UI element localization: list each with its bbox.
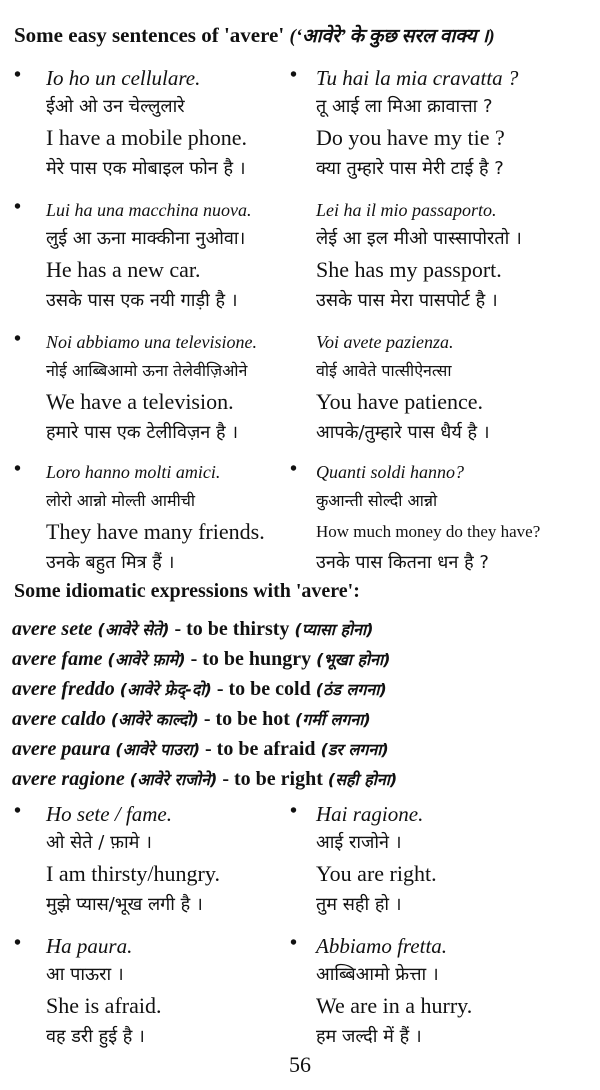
- idiom-hindi-pronunciation: (आवेरे राजोने): [129, 770, 218, 789]
- english-translation: Do you have my tie ?: [316, 125, 505, 150]
- sentence-right: [290, 64, 595, 184]
- idiom-hindi-pronunciation: (आवेरे काल्दो): [110, 710, 199, 729]
- italian-sentence: Hai ragione.: [316, 802, 424, 826]
- hindi-pronunciation: आब्बिआमो फ्रेत्ता ।: [316, 964, 439, 985]
- idiom-hindi-meaning: (ठंड लगना): [315, 680, 387, 699]
- idiom-meaning: - to be hot: [203, 708, 290, 730]
- hindi-pronunciation: लोरो आन्नो मोल्ती आमीची: [46, 491, 196, 510]
- italian-sentence: Loro hanno molti amici.: [46, 462, 221, 482]
- sentence-left: [14, 800, 289, 920]
- idiom-item: [12, 614, 397, 644]
- idiom-item: [12, 644, 397, 674]
- sentence-right: [290, 932, 595, 1052]
- italian-sentence: Lui ha una macchina nuova.: [46, 200, 252, 220]
- idiom-italian: avere ragione: [12, 768, 125, 790]
- english-translation: We are in a hurry.: [316, 993, 473, 1018]
- hindi-translation: उसके पास एक नयी गाड़ी है ।: [46, 290, 238, 311]
- italian-sentence: Lei ha il mio passaporto.: [316, 200, 497, 220]
- heading-english: Some easy sentences of 'avere': [14, 23, 285, 47]
- hindi-translation: उनके बहुत मित्र हैं ।: [46, 552, 175, 573]
- bullet-icon: •: [14, 196, 22, 218]
- idiom-hindi-pronunciation: (आवेरे फ्रेद्-दो): [119, 680, 212, 699]
- idiom-item: [12, 704, 397, 734]
- sentence-left: [14, 64, 289, 184]
- idiom-hindi-meaning: (भूखा होना): [316, 650, 391, 669]
- hindi-translation: तुम सही हो ।: [316, 894, 402, 915]
- hindi-translation: मेरे पास एक मोबाइल फोन है ।: [46, 158, 246, 179]
- idiom-italian: avere freddo: [12, 678, 115, 700]
- idiom-meaning: - to be hungry: [190, 648, 312, 670]
- heading-hindi: (‘आवेरे’ के कुछ सरल वाक्य ।): [289, 26, 495, 47]
- idiom-hindi-meaning: (गर्मी लगना): [294, 710, 371, 729]
- hindi-pronunciation: तू आई ला मिआ क्रावात्ता ?: [316, 96, 493, 117]
- idiom-italian: avere fame: [12, 648, 103, 670]
- sentence-right: [290, 800, 595, 920]
- sentence-right: [290, 196, 595, 316]
- page-number: 56: [289, 1052, 311, 1077]
- idiom-meaning: - to be afraid: [205, 738, 316, 760]
- english-translation: She has my passport.: [316, 257, 502, 282]
- hindi-translation: मुझे प्यास/भूख लगी है ।: [46, 894, 203, 915]
- hindi-translation: आपके/तुम्हारे पास धैर्य है ।: [316, 422, 490, 443]
- section-heading-idioms: Some idiomatic expressions with 'avere':: [14, 580, 360, 602]
- sentence-left: [14, 196, 289, 316]
- idiom-italian: avere sete: [12, 618, 93, 640]
- hindi-pronunciation: नोई आब्बिआमो ऊना तेलेवीज़िओने: [46, 361, 248, 380]
- bullet-icon: •: [290, 458, 298, 480]
- idiom-list: [12, 614, 397, 794]
- italian-sentence: Voi avete pazienza.: [316, 332, 454, 352]
- hindi-translation: उनके पास कितना धन है ?: [316, 552, 489, 573]
- bullet-icon: •: [290, 800, 298, 822]
- italian-sentence: Ho sete / fame.: [46, 802, 172, 826]
- hindi-pronunciation: आई राजोने ।: [316, 832, 402, 853]
- sentence-right: [290, 458, 595, 578]
- italian-sentence: Tu hai la mia cravatta ?: [316, 66, 519, 90]
- idiom-hindi-meaning: (सही होना): [327, 770, 398, 789]
- hindi-pronunciation: वोई आवेते पात्सीऐनत्सा: [316, 361, 452, 380]
- italian-sentence: Io ho un cellulare.: [46, 66, 201, 90]
- hindi-pronunciation: लुई आ ऊना माक्कीना नुओवा।: [46, 228, 246, 249]
- english-translation: You are right.: [316, 861, 437, 886]
- idiom-item: [12, 734, 397, 764]
- italian-sentence: Ha paura.: [46, 934, 133, 958]
- hindi-translation: हम जल्दी में हैं ।: [316, 1026, 422, 1047]
- italian-sentence: Quanti soldi hanno?: [316, 462, 465, 482]
- english-translation: I have a mobile phone.: [46, 125, 247, 150]
- hindi-pronunciation: लेई आ इल मीओ पास्सापोरतो ।: [316, 228, 522, 249]
- idiom-italian: avere caldo: [12, 708, 106, 730]
- idiom-hindi-meaning: (प्यासा होना): [294, 620, 374, 639]
- bullet-icon: •: [14, 800, 22, 822]
- hindi-translation: हमारे पास एक टेलीविज़न है ।: [46, 422, 239, 443]
- english-translation: She is afraid.: [46, 993, 162, 1018]
- italian-sentence: Noi abbiamo una televisione.: [46, 332, 257, 352]
- hindi-pronunciation: ईओ ओ उन चेल्लुलारे: [46, 96, 185, 117]
- hindi-translation: क्या तुम्हारे पास मेरी टाई है ?: [316, 158, 504, 179]
- idiom-hindi-meaning: (डर लगना): [320, 740, 389, 759]
- hindi-pronunciation: कुआन्ती सोल्दी आन्नो: [316, 491, 438, 510]
- hindi-pronunciation: आ पाऊरा ।: [46, 964, 124, 985]
- idiom-italian: avere paura: [12, 738, 111, 760]
- italian-sentence: Abbiamo fretta.: [316, 934, 448, 958]
- idiom-meaning: - to be thirsty: [174, 618, 290, 640]
- bullet-icon: •: [290, 932, 298, 954]
- section-heading-easy-sentences: [14, 22, 495, 48]
- english-translation: He has a new car.: [46, 257, 201, 282]
- bullet-icon: •: [14, 932, 22, 954]
- sentence-left: [14, 328, 289, 448]
- hindi-pronunciation: ओ सेते / फ़ामे ।: [46, 832, 152, 853]
- english-translation: You have patience.: [316, 389, 483, 414]
- english-translation: How much money do they have?: [316, 522, 541, 541]
- sentence-right: [290, 328, 595, 448]
- idiom-hindi-pronunciation: (आवेरे सेते): [97, 620, 170, 639]
- bullet-icon: •: [14, 328, 22, 350]
- bullet-icon: •: [14, 458, 22, 480]
- bullet-icon: •: [290, 64, 298, 86]
- idiom-meaning: - to be right: [222, 768, 323, 790]
- sentence-left: [14, 932, 289, 1052]
- english-translation: They have many friends.: [46, 519, 265, 544]
- english-translation: I am thirsty/hungry.: [46, 861, 220, 886]
- bullet-icon: •: [14, 64, 22, 86]
- hindi-translation: उसके पास मेरा पासपोर्ट है ।: [316, 290, 498, 311]
- sentence-left: [14, 458, 289, 578]
- idiom-meaning: - to be cold: [216, 678, 311, 700]
- idiom-hindi-pronunciation: (आवेरे पाउरा): [115, 740, 201, 759]
- hindi-translation: वह डरी हुई है ।: [46, 1026, 145, 1047]
- idiom-item: [12, 674, 397, 704]
- idiom-item: [12, 764, 397, 794]
- english-translation: We have a television.: [46, 389, 234, 414]
- idiom-hindi-pronunciation: (आवेरे फ़ामे): [107, 650, 186, 669]
